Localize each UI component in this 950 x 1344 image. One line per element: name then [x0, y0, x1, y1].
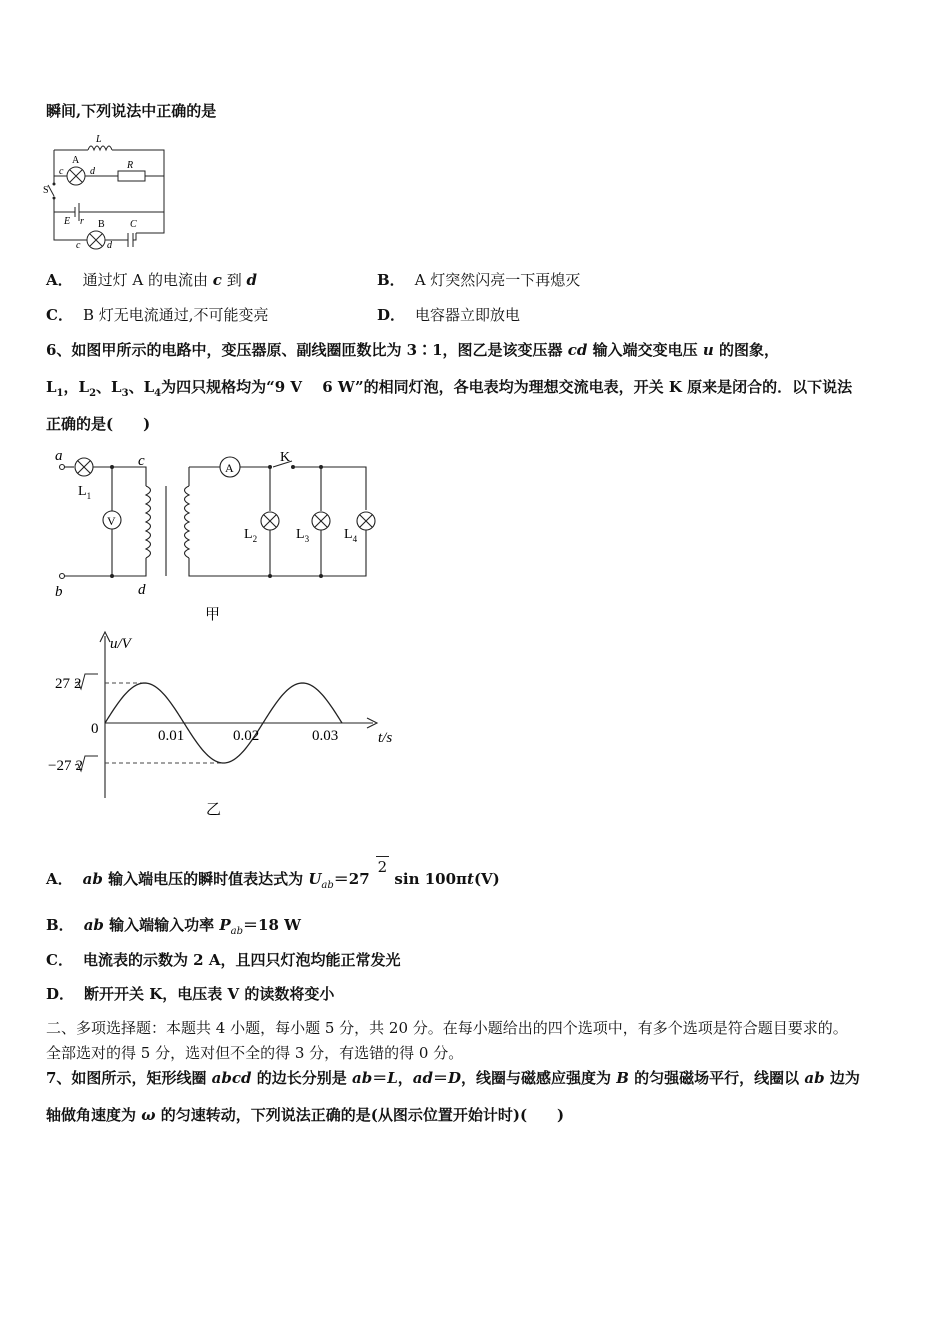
q6-transformer-circuit	[46, 448, 386, 628]
stem-var: L	[387, 1069, 398, 1087]
q5-label-d2: d	[107, 240, 112, 251]
stem-var: ab	[351, 1069, 373, 1087]
stem-sub: 2	[89, 388, 97, 399]
option-text: B 灯无电流通过,不可能变亮	[82, 306, 269, 324]
stem-var: ab	[804, 1069, 825, 1087]
q6-label-L1: $L_1$	[78, 484, 92, 501]
q6-label-c: c	[138, 453, 145, 469]
q6-stem-line3: 正确的是( )	[46, 415, 151, 433]
option-sub: ab	[321, 880, 334, 891]
origin-label: 0	[91, 721, 99, 737]
q5-option-d[interactable]	[377, 305, 520, 325]
q5-label-L: L	[96, 134, 102, 145]
stem-text: ，L	[63, 378, 90, 396]
stem-text: ＝	[372, 1069, 388, 1087]
option-var-c: c	[212, 271, 222, 289]
stem-var-u: u	[702, 341, 714, 359]
stem-text: ＝	[432, 1069, 448, 1087]
option-label: A．	[46, 870, 73, 888]
option-text: 电流表的示数为 2 A，且四只灯泡均能正常发光	[82, 951, 401, 969]
stem-var: B	[616, 1069, 629, 1087]
x-tick-label: 0.03	[312, 728, 339, 744]
q6-label-L3: $L_3$	[296, 527, 310, 544]
option-label: D．	[46, 985, 75, 1003]
stem-text: 边为	[824, 1069, 860, 1087]
option-var: t	[467, 870, 474, 888]
option-text: 电容器立即放电	[415, 306, 521, 324]
q6-stem-line1	[46, 340, 779, 360]
option-text: 输入端输入功率	[103, 916, 220, 934]
option-var: U	[308, 870, 322, 888]
stem-text: 轴做角速度为	[46, 1106, 142, 1124]
option-text: A 灯突然闪亮一下再熄灭	[414, 271, 581, 289]
option-label: D．	[377, 306, 406, 324]
q5-option-a[interactable]	[46, 270, 257, 290]
q5-label-c: c	[59, 166, 64, 177]
stem-sub: 1	[56, 388, 64, 399]
option-text: 输入端电压的瞬时值表达式为	[102, 870, 309, 888]
x-axis-label: t/s	[378, 730, 393, 746]
q7-stem-line1	[46, 1068, 860, 1088]
stem-var: ad	[412, 1069, 433, 1087]
q6-option-b[interactable]	[46, 915, 301, 942]
option-label: B．	[377, 271, 405, 289]
stem-text: 7、如图所示，矩形线圈	[46, 1069, 212, 1087]
stem-var-cd: cd	[567, 341, 588, 359]
q5-label-d: d	[90, 166, 95, 177]
stem-var: abcd	[211, 1069, 252, 1087]
option-label: A．	[46, 271, 73, 289]
stem-var: D	[448, 1069, 462, 1087]
section2-line2: 全部选对的得 5 分，选对但不全的得 3 分，有选错的得 0 分。	[46, 1044, 464, 1062]
root-value: 2	[377, 858, 388, 876]
option-text: sin 100π	[389, 870, 467, 888]
q6-voltmeter-label: V	[107, 514, 116, 528]
q7-stem-line2	[46, 1105, 564, 1125]
q5-label-c2: c	[76, 240, 81, 251]
section2-line1: 二、多项选择题：本题共 4 小题，每小题 5 分，共 20 分。在每小题给出的四个选项中，有多个选项是符合题目要求的。	[46, 1019, 848, 1037]
option-label: B．	[46, 916, 74, 934]
q6-option-a[interactable]	[46, 858, 500, 896]
option-var: P	[219, 916, 231, 934]
option-var-d: d	[246, 271, 257, 289]
q5-label-B: B	[98, 219, 105, 230]
option-text: ＝18 W	[243, 916, 301, 934]
stem-sub: 4	[154, 388, 162, 399]
chart-caption: 乙	[206, 802, 222, 818]
option-sub: ab	[230, 926, 244, 937]
stem-text: 、L	[96, 378, 122, 396]
q5-label-R: R	[127, 160, 134, 171]
option-label: C．	[46, 306, 73, 324]
q5-label-S: S	[43, 185, 49, 196]
stem-var-omega: ω	[141, 1106, 156, 1124]
stem-text: 为四只规格均为“9 V 6 W”的相同灯泡，各电表均为理想交流电表，开关 K 原来是闭合的．以下说法	[161, 378, 853, 396]
stem-text: 的匀速转动，下列说法正确的是(从图示位置开始计时)( )	[155, 1106, 565, 1124]
q5-option-b[interactable]	[377, 270, 580, 290]
q6-label-d: d	[138, 582, 146, 598]
q6-label-L4: $L_4$	[344, 527, 358, 544]
q6-label-L2: $L_2$	[244, 527, 258, 544]
stem-text: 6、如图甲所示的电路中，变压器原、副线圈匝数比为 3∶1，图乙是该变压器	[46, 341, 568, 359]
stem-text: 、L	[128, 378, 155, 396]
stem-text: 的图象，	[713, 341, 779, 359]
stem-sub: 3	[121, 388, 129, 399]
option-var: ab	[83, 916, 104, 934]
q6-label-a: a	[55, 448, 63, 464]
q5-label-r: r	[80, 216, 84, 227]
q6-label-K: K	[280, 450, 291, 465]
q5-label-E: E	[64, 216, 71, 227]
q6-stem-line2	[46, 377, 852, 404]
option-text: (V)	[473, 870, 500, 888]
stem-text: ，线圈与磁感应强度为	[461, 1069, 617, 1087]
stem-text: L	[46, 378, 57, 396]
q6-voltage-chart	[40, 628, 393, 823]
y-tick-negative: −27 2	[48, 758, 83, 774]
q5-option-c[interactable]	[46, 305, 269, 325]
stem-text: 的匀强磁场平行，线圈以	[628, 1069, 805, 1087]
q5-label-A: A	[72, 155, 80, 166]
option-text: 断开开关 K，电压表 V 的读数将变小	[84, 985, 335, 1003]
option-text: 到	[221, 271, 247, 289]
y-axis-label: u/V	[110, 636, 131, 652]
x-tick-label: 0.01	[158, 728, 185, 744]
option-text: ＝27	[333, 870, 370, 888]
q6-label-b: b	[55, 584, 63, 600]
q6-option-d[interactable]	[46, 984, 334, 1004]
option-var: ab	[82, 870, 103, 888]
option-label: C．	[46, 951, 73, 969]
stem-text: 输入端交变电压	[587, 341, 703, 359]
stem-text: ，	[397, 1069, 413, 1087]
sqrt-root	[376, 856, 390, 877]
q6-caption-jia: 甲	[205, 607, 221, 623]
q5-circuit-figure	[40, 130, 175, 255]
q6-ammeter-label: A	[225, 461, 234, 475]
q5-stem-tail: 瞬间,下列说法中正确的是	[46, 102, 217, 120]
y-tick-positive: 27 2	[55, 676, 82, 692]
q5-label-C: C	[130, 219, 137, 230]
x-tick-label: 0.02	[233, 728, 260, 744]
stem-text: 的边长分别是	[251, 1069, 352, 1087]
q6-option-c[interactable]	[46, 950, 400, 970]
option-text: 通过灯 A 的电流由	[82, 271, 213, 289]
